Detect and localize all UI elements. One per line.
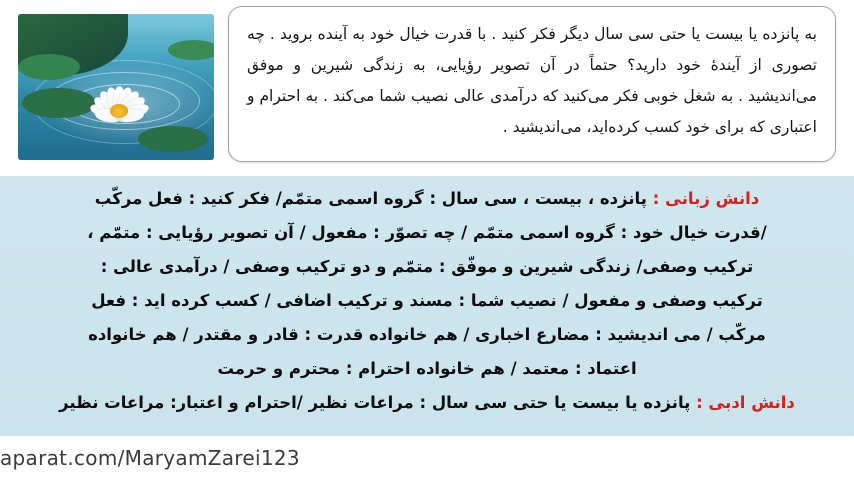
lotus-flower <box>78 72 160 128</box>
literary-text-1: پانزده یا بیست یا حتی سی سال : مراعات نظیر /احترام و اعتبار: مراعات نظیر <box>59 393 691 412</box>
linguistic-line-6: اعتماد : معتمد / هم خانواده احترام : محترم و حرمت <box>217 359 637 378</box>
passage-text: به پانزده یا بیست یا حتی سی سال دیگر فکر کنید . با قدرت خیال خود به آینده بروید . چه تصوری از آیندهٔ خود دارید؟ حتماً در آن تصویر رؤیایی، به زندگی شیرین و موفق می‌اندیشید . به شغل خوبی فکر می‌کنید که درآمدی عالی نصیب شما می‌کند . به احترام و اعتباری که برای خود کسب کرده‌اید، می‌اندیشید . <box>247 25 817 136</box>
lily-pad <box>138 126 208 152</box>
linguistic-heading: دانش زبانی : <box>652 189 760 208</box>
analysis-section <box>0 176 854 456</box>
water-lily-photo <box>18 14 214 160</box>
lily-pad <box>18 54 80 80</box>
linguistic-line-2: /قدرت خیال خود : گروه اسمی متمّم / چه تصوّر : مفعول / آن تصویر رؤیایی : متمّم ، <box>87 223 767 242</box>
linguistic-text-1: پانزده ، بیست ، سی سال : گروه اسمی متمّم/ فکر کنید : فعل مرکّب <box>94 189 647 208</box>
literary-heading: دانش ادبی : <box>696 393 795 412</box>
literary-line-1 <box>14 386 840 420</box>
passage-card <box>228 6 836 162</box>
linguistic-line-5: مرکّب / می اندیشید : مضارع اخباری / هم خانواده قدرت : قادر و مقتدر / هم خانواده <box>88 325 766 344</box>
lily-pad <box>168 40 214 60</box>
linguistic-line-1 <box>14 182 840 216</box>
watermark-text: aparat.com/MaryamZarei123 <box>0 446 300 470</box>
top-section <box>0 0 854 176</box>
watermark-bar <box>0 436 854 480</box>
linguistic-line-3: ترکیب وصفی/ زندگی شیرین و موفّق : متمّم و دو ترکیب وصفی / درآمدی عالی : <box>100 257 754 276</box>
flower-center <box>110 104 128 118</box>
linguistic-line-4: ترکیب وصفی و مفعول / نصیب شما : مسند و ترکیب اضافی / کسب کرده اید : فعل <box>91 291 763 310</box>
